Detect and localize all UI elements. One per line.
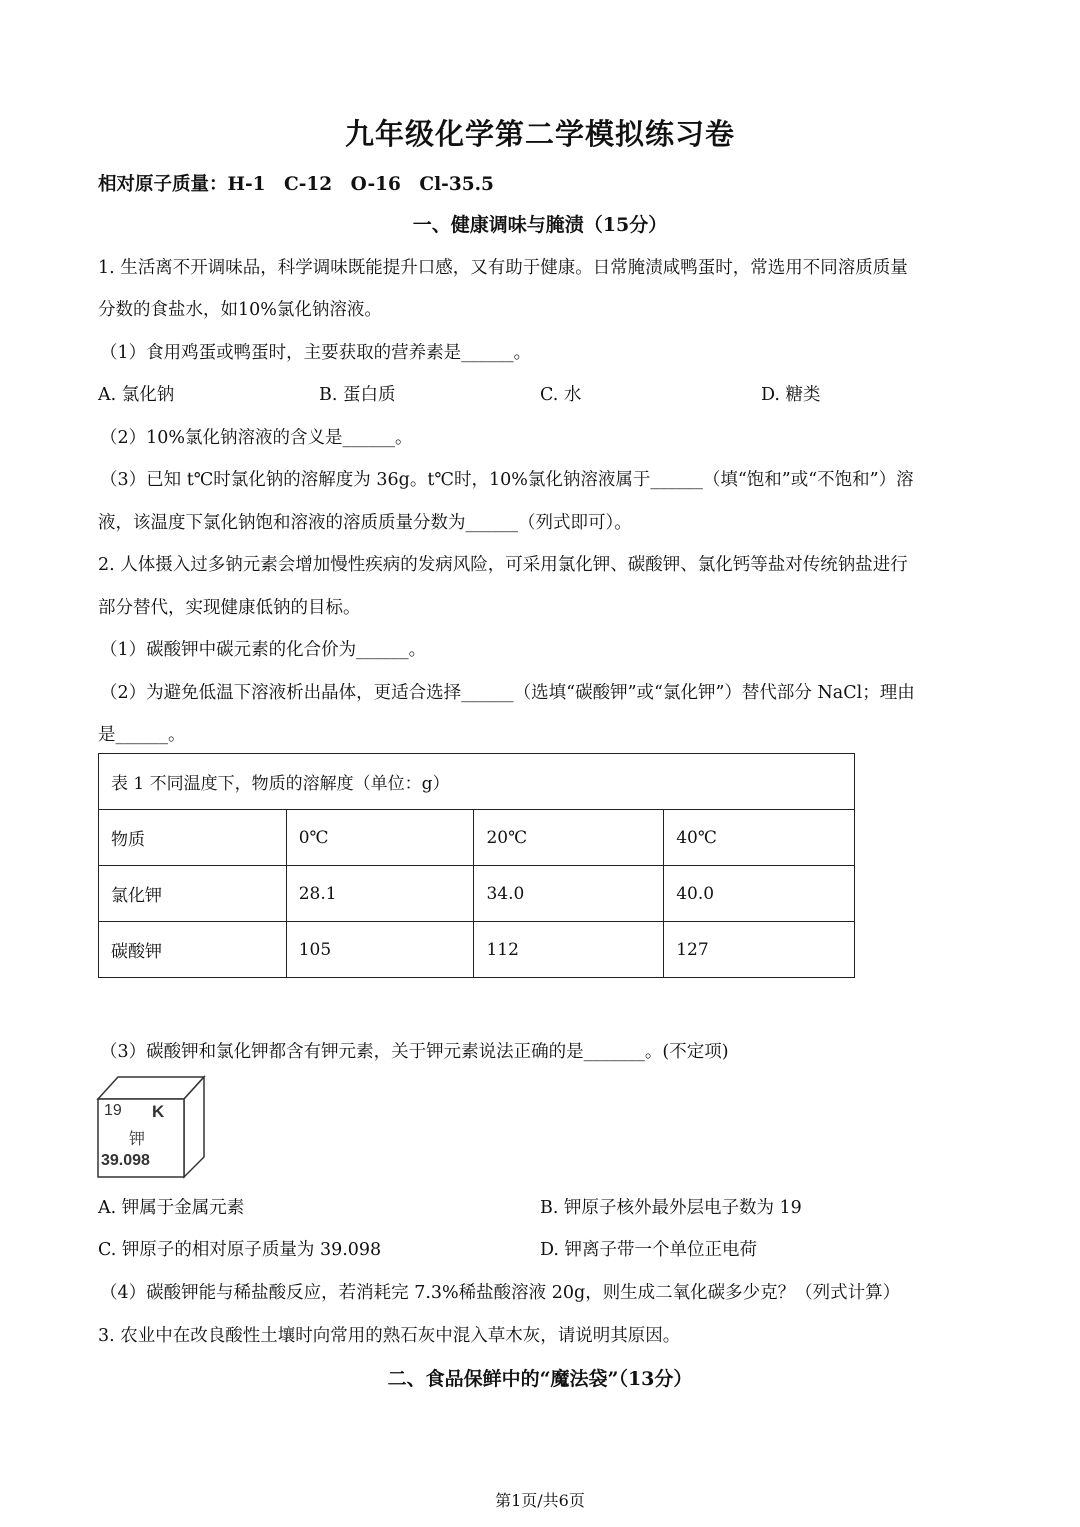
section-heading-2: 二、食品保鲜中的“魔法袋”（13分） xyxy=(387,1368,693,1390)
q2-option-a: A. 钾属于金属元素 xyxy=(98,1198,245,1218)
q1-sub3-line1: （3）已知 t℃时氯化钠的溶解度为 36g。t℃时，10%氯化钠溶液属于______（填“饱和”或“不饱和”）溶 xyxy=(100,470,914,490)
table-caption: 表 1 不同温度下，物质的溶解度（单位：g） xyxy=(99,754,855,810)
section-heading-1: 一、健康调味与腌渍（15分） xyxy=(412,214,668,236)
element-atomic-number: 19 xyxy=(104,1102,122,1119)
page-title: 九年级化学第二学模拟练习卷 xyxy=(344,117,735,151)
table-cell: 碳酸钾 xyxy=(99,922,287,978)
q2-option-b: B. 钾原子核外最外层电子数为 19 xyxy=(540,1198,802,1218)
table-cell: 28.1 xyxy=(286,866,474,922)
potassium-element-card xyxy=(96,1073,208,1179)
table-row xyxy=(99,866,855,922)
table-header-cell: 20℃ xyxy=(474,810,664,866)
q2-stem-line2: 部分替代，实现健康低钠的目标。 xyxy=(98,598,361,618)
q1-option-b: B. 蛋白质 xyxy=(319,385,396,405)
table-cell: 105 xyxy=(286,922,474,978)
table-caption-row xyxy=(99,754,855,810)
table-cell: 34.0 xyxy=(474,866,664,922)
table-cell: 112 xyxy=(474,922,664,978)
q2-sub2-line2: 是______。 xyxy=(98,725,186,745)
table-header-cell: 40℃ xyxy=(664,810,855,866)
q1-option-d: D. 糖类 xyxy=(761,385,821,405)
q2-sub1: （1）碳酸钾中碳元素的化合价为______。 xyxy=(100,640,427,660)
q1-sub2: （2）10%氯化钠溶液的含义是______。 xyxy=(100,428,413,448)
solubility-table xyxy=(98,753,855,978)
element-name: 钾 xyxy=(129,1129,146,1148)
q2-option-c: C. 钾原子的相对原子质量为 39.098 xyxy=(98,1240,382,1260)
q2-stem-line1: 2. 人体摄入过多钠元素会增加慢性疾病的发病风险，可采用氯化钾、碳酸钾、氯化钙等盐对传统钠盐进行 xyxy=(98,555,908,575)
q2-sub3: （3）碳酸钾和氯化钾都含有钾元素，关于钾元素说法正确的是_______。(不定项) xyxy=(100,1042,729,1062)
table-header-row xyxy=(99,810,855,866)
q2-option-d: D. 钾离子带一个单位正电荷 xyxy=(540,1240,758,1260)
q1-option-a: A. 氯化钠 xyxy=(98,385,175,405)
atomic-masses: 相对原子质量：H-1 C-12 O-16 Cl-35.5 xyxy=(98,174,494,195)
q3-stem: 3. 农业中在改良酸性土壤时向常用的熟石灰中混入草木灰，请说明其原因。 xyxy=(98,1326,681,1346)
q1-option-c: C. 水 xyxy=(540,385,582,405)
page-number-footer: 第1页/共6页 xyxy=(495,1491,585,1510)
table-cell: 40.0 xyxy=(664,866,855,922)
q2-sub2-line1: （2）为避免低温下溶液析出晶体，更适合选择______（选填“碳酸钾”或“氯化钾”）替代部分 NaCl；理由 xyxy=(100,683,915,703)
q1-sub3-line2: 液，该温度下氯化钠饱和溶液的溶质质量分数为______（列式即可）。 xyxy=(98,513,632,533)
table-row xyxy=(99,922,855,978)
element-symbol: K xyxy=(152,1102,165,1121)
table-header-cell: 物质 xyxy=(99,810,287,866)
table-cell: 127 xyxy=(664,922,855,978)
element-mass: 39.098 xyxy=(101,1152,150,1169)
q1-stem-line1: 1. 生活离不开调味品，科学调味既能提升口感，又有助于健康。日常腌渍咸鸭蛋时，常选用不同溶质质量 xyxy=(98,258,908,278)
q1-sub1: （1）食用鸡蛋或鸭蛋时，主要获取的营养素是______。 xyxy=(100,343,532,363)
q1-stem-line2: 分数的食盐水，如10%氯化钠溶液。 xyxy=(98,300,382,320)
table-header-cell: 0℃ xyxy=(286,810,474,866)
table-cell: 氯化钾 xyxy=(99,866,287,922)
q2-sub4: （4）碳酸钾能与稀盐酸反应，若消耗完 7.3%稀盐酸溶液 20g，则生成二氧化碳多少克？（列式计算） xyxy=(100,1283,901,1303)
